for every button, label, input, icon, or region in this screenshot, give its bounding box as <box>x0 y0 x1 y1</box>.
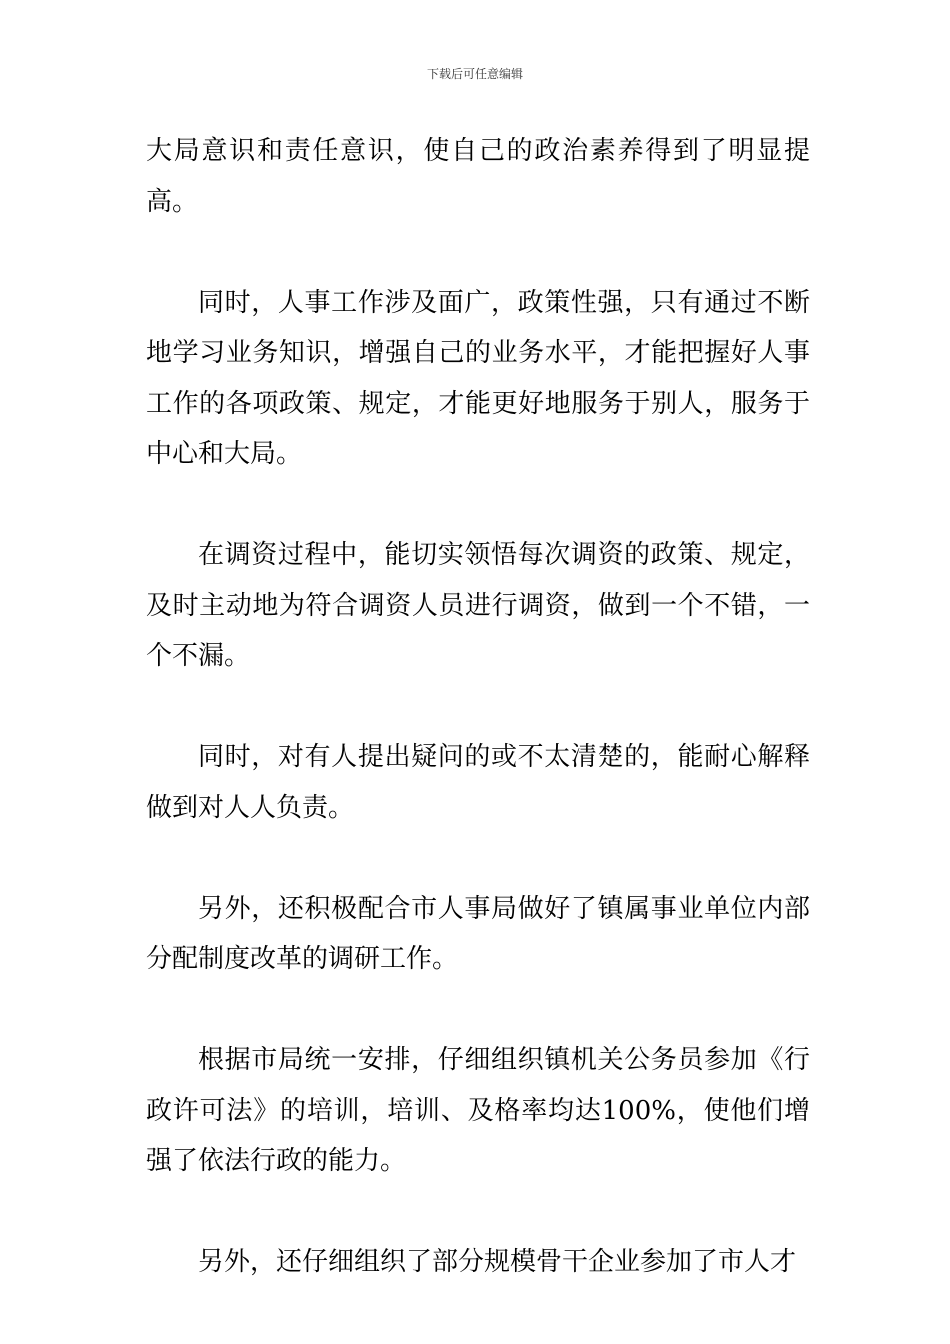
paragraph-7: 另外，还仔细组织了部分规模骨干企业参加了市人才 <box>198 1247 797 1277</box>
document-body <box>146 126 810 1338</box>
paragraph-3: 在调资过程中，能切实领悟每次调资的政策、规定，及时主动地为符合调资人员进行调资，做到一个不错，一个不漏。 <box>146 540 810 671</box>
paragraph-1: 大局意识和责任意识，使自己的政治素养得到了明显提高。 <box>146 136 810 217</box>
paragraph-4: 同时，对有人提出疑问的或不太清楚的，能耐心解释做到对人人负责。 <box>146 742 810 823</box>
header-note: 下载后可任意编辑 <box>426 67 523 81</box>
paragraph-2: 同时，人事工作涉及面广，政策性强，只有通过不断地学习业务知识，增强自己的业务水平，才能把握好人事工作的各项政策、规定，才能更好地服务于别人，服务于中心和大局。 <box>146 287 810 469</box>
paragraph-5: 另外，还积极配合市人事局做好了镇属事业单位内部分配制度改革的调研工作。 <box>146 893 810 974</box>
paragraph-6: 根据市局统一安排，仔细组织镇机关公务员参加《行政许可法》的培训，培训、及格率均达100%，使他们增强了依法行政的能力。 <box>146 1045 810 1176</box>
